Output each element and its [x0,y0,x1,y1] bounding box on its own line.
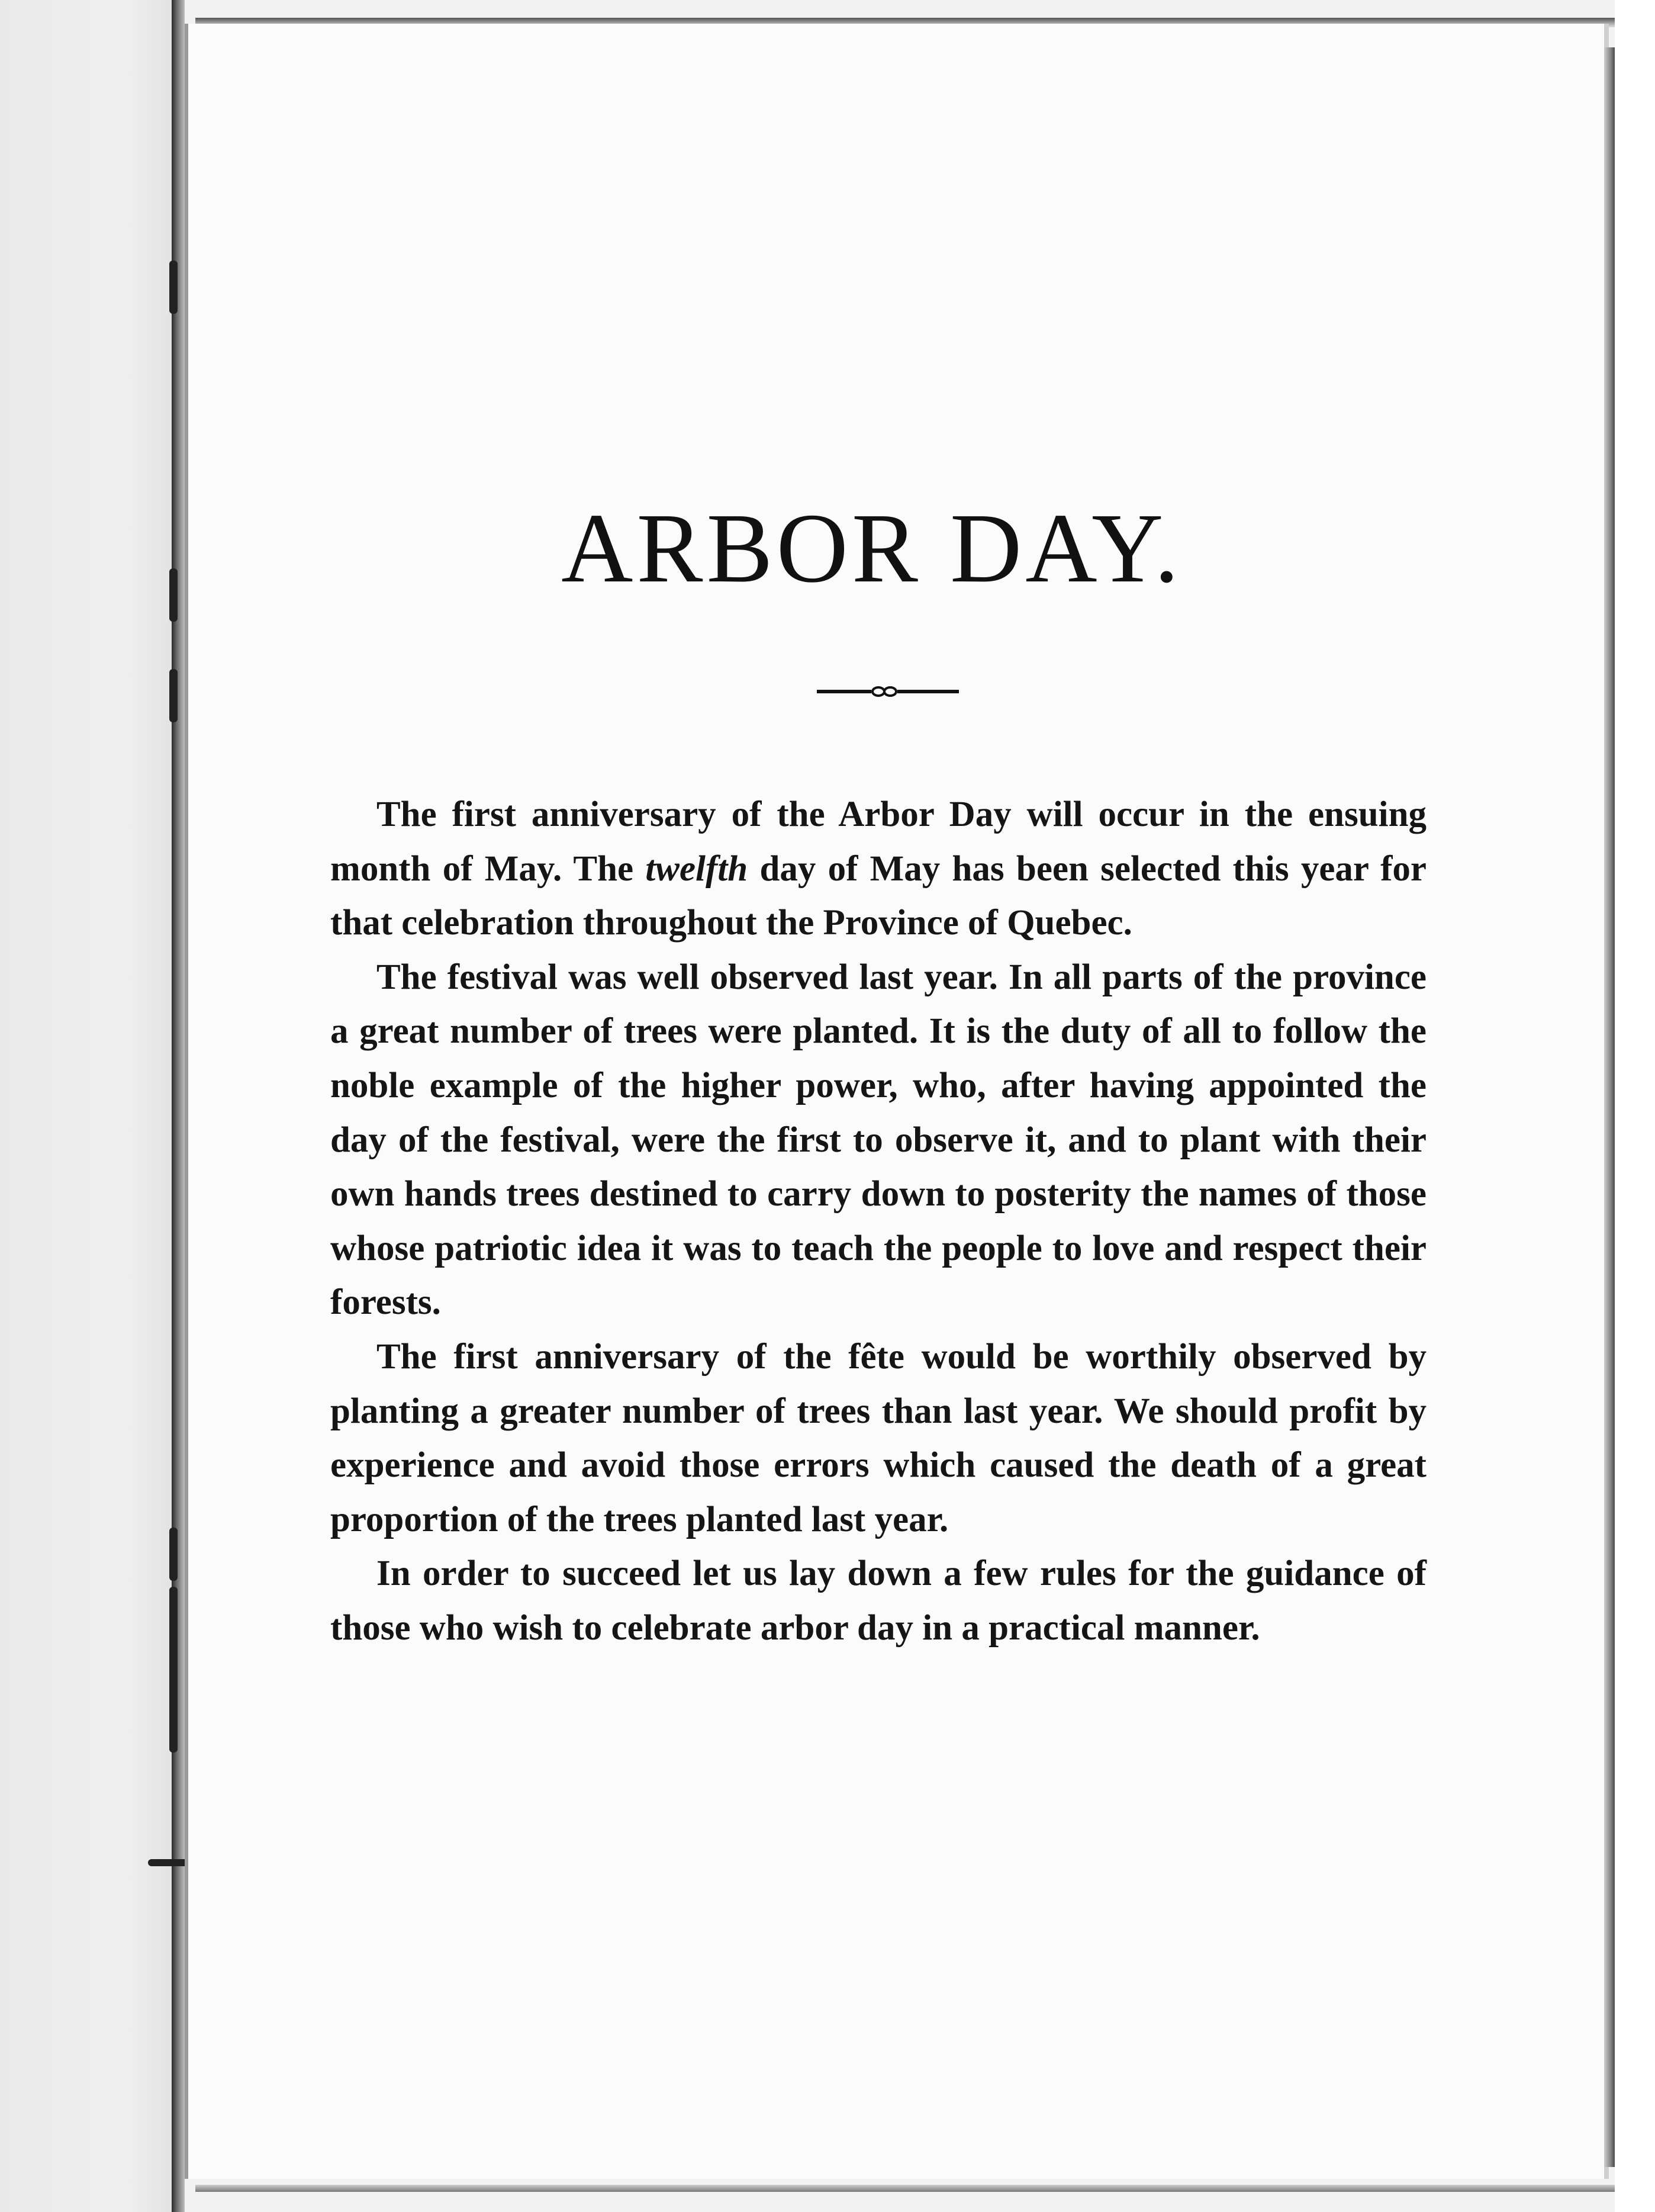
page-title: ARBOR DAY. [561,493,1183,603]
page-right-edge [1604,47,1615,2167]
paragraph-4: In order to succeed let us lay down a few rules for the guidance of those who wish to celebrate arbor day in a practical manner. [330,1554,1427,1648]
binding-stitch [169,1587,178,1753]
scan-margin [1615,0,1655,2212]
title-ornament-divider [817,686,959,697]
paragraph-1-text-start: The first anniversary of the Arbor Day will occur in the ensuing month of May. The [330,795,1427,889]
paragraph-3: The first anniversary of the fête would be worthily observed by planting a greater number of trees than last year. We should profit by experience and avoid those errors which caused the death of a great proportion of the trees planted last year. [330,1336,1427,1539]
paragraph-1-emphasis: twelfth [645,848,748,889]
binding-stitch [169,1528,178,1581]
book-binding [172,0,185,2212]
binding-stitch [169,669,178,722]
page-bottom-edge [195,2185,1616,2192]
facing-page-edge [0,0,178,2212]
paragraph-1 [330,787,1427,950]
paragraph-2: The festival was well observed last year. In all parts of the province a great number of trees were planted. It is the duty of all to follow the noble example of the higher power, who, after having appointed the day of the festival, were the first to observe it, and to plant with their own hands trees destined to carry down to posterity the names of those whose patriotic idea it was to teach the people to love and respect their forests. [330,957,1427,1323]
paragraph-1-text-end: day of May has been selected this year for that celebration throughout the Province of Quebec. [330,848,1427,943]
article-body [330,787,1427,1655]
binding-stitch [169,261,178,314]
